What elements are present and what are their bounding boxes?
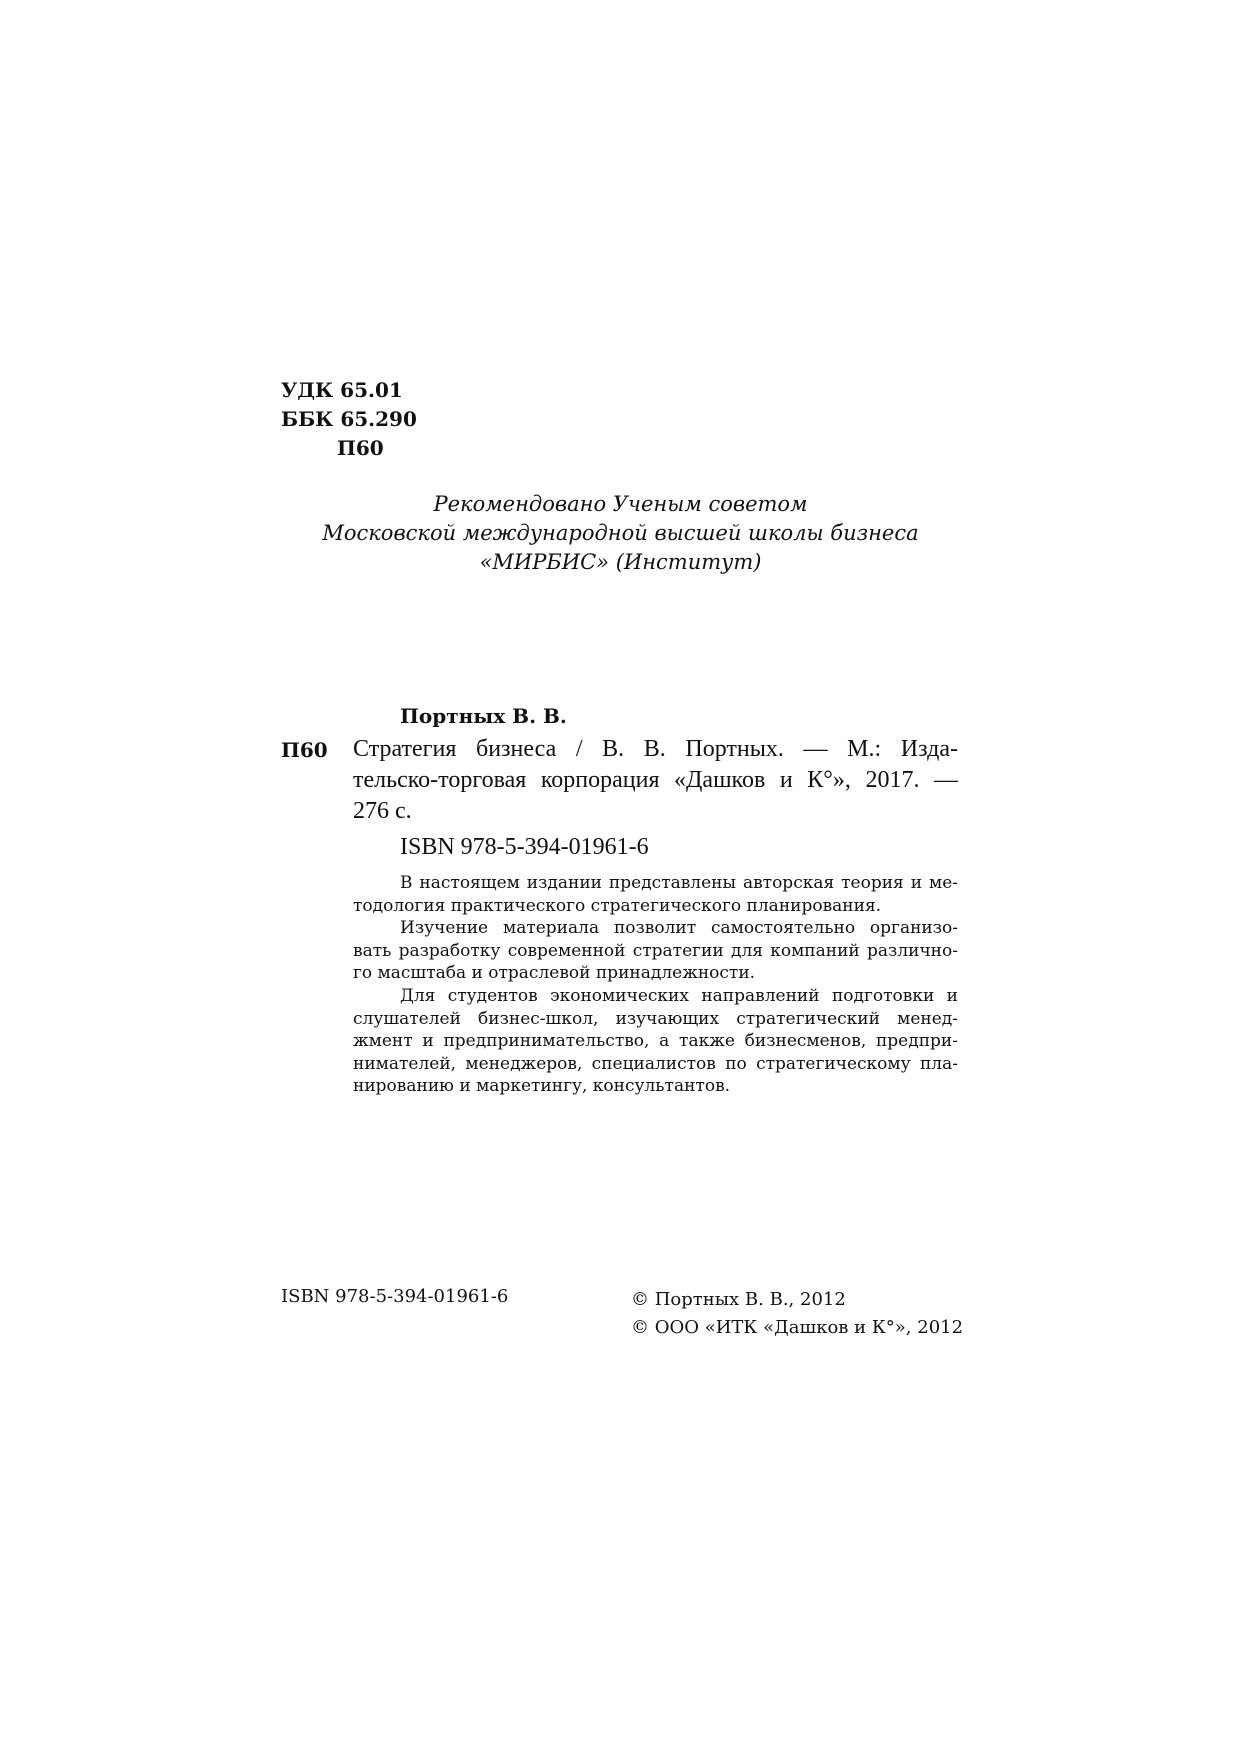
footer-isbn: ISBN 978-5-394-01961-6 [281, 1286, 509, 1307]
udk-code: УДК 65.01 [281, 378, 403, 402]
biblio-line: Стратегия бизнеса / В. В. Портных. — М.: Изда- [353, 736, 958, 762]
classification-codes [281, 376, 417, 463]
annotation-line: го масштаба и отраслевой принадлежности. [353, 963, 756, 984]
biblio-line: 276 с. [353, 798, 412, 824]
copyright-notices [631, 1286, 963, 1342]
annotation-line: тодология практического стратегического планирования. [353, 895, 882, 916]
annotation-line: слушателей бизнес-школ, изучающих стратегический менед- [353, 1008, 958, 1029]
author-mark-code: П60 [337, 436, 384, 460]
recommendation-line: Рекомендовано Ученым советом [433, 492, 808, 516]
recommendation-line: «МИРБИС» (Институт) [479, 550, 762, 574]
annotation-line: Для студентов экономических направлений подготовки и [400, 985, 958, 1006]
bibliographic-description [353, 734, 958, 827]
catalog-author: Портных В. В. [400, 704, 567, 728]
annotation-line: нимателей, менеджеров, специалистов по стратегическому пла- [353, 1053, 958, 1074]
recommendation-note [0, 490, 1241, 577]
copyright-line: © Портных В. В., 2012 [631, 1289, 846, 1310]
bbk-code: ББК 65.290 [281, 407, 417, 431]
biblio-line: тельско-торговая корпорация «Дашков и К°», 2017. — [353, 767, 958, 793]
copyright-line: © ООО «ИТК «Дашков и К°», 2012 [631, 1317, 964, 1338]
annotation-line: В настоящем издании представлены авторская теория и ме- [400, 873, 958, 893]
recommendation-line: Московской международной высшей школы бизнеса [322, 521, 919, 545]
annotation-line: вать разработку современной стратегии для компаний различно- [353, 940, 958, 961]
annotation-line: Изучение материала позволит самостоятельно организо- [400, 918, 958, 939]
annotation-line: нированию и маркетингу, консультантов. [353, 1076, 731, 1097]
catalog-isbn: ISBN 978-5-394-01961-6 [400, 834, 649, 860]
catalog-author-mark: П60 [281, 738, 328, 762]
annotation [353, 872, 958, 1098]
annotation-line: жмент и предпринимательство, а также бизнесменов, предпри- [353, 1031, 958, 1052]
